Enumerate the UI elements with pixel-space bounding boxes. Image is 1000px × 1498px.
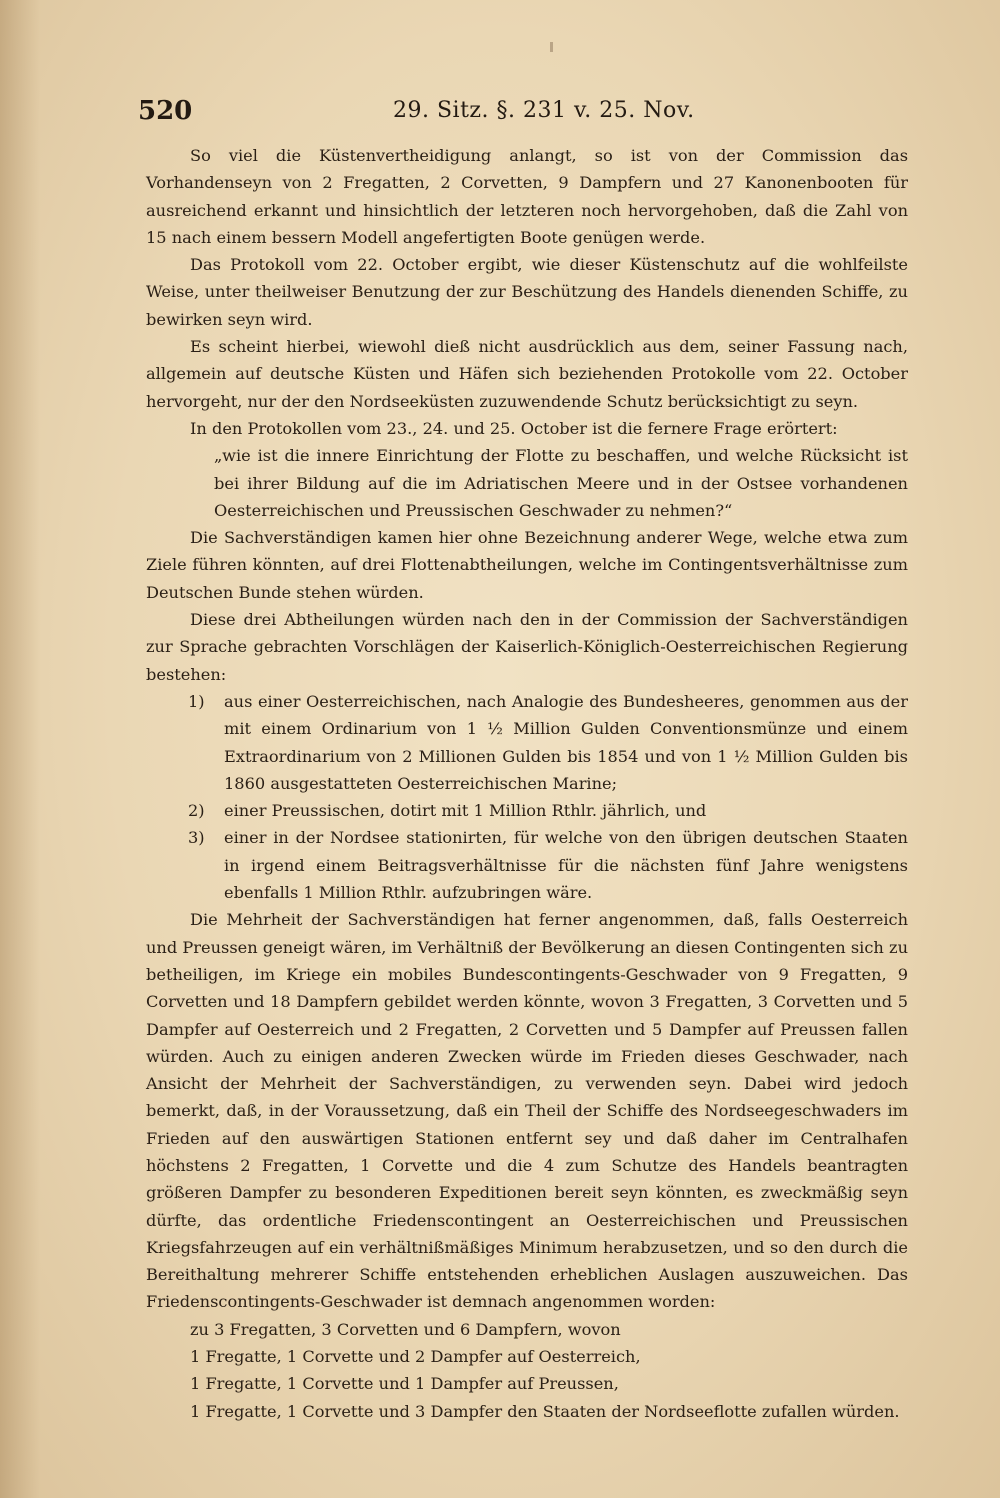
page-number: 520 — [138, 96, 193, 126]
list-number: 1) — [188, 691, 205, 711]
quoted-question: „wie ist die innere Einrichtung der Flotte zu beschaffen, und welche Rücksicht ist bei ihrer Bildung auf die im Adriatischen Meere und in der Ostsee vorhandenen Oesterreichischen und Preussischen Geschwader zu nehmen?“ — [214, 446, 908, 520]
list-number: 3) — [188, 828, 205, 848]
paragraph: Es scheint hierbei, wiewohl dieß nicht ausdrücklich aus dem, seiner Fassung nach, allgemein auf deutsche Küsten und Häfen sich beziehenden Protokolle vom 22. October hervorgeht, nur der den Nordseeküsten zuzuwendende Schutz berücksichtigt zu seyn. — [146, 337, 908, 411]
distribution-line: zu 3 Fregatten, 3 Corvetten und 6 Dampfern, wovon — [190, 1319, 621, 1339]
distribution-line: 1 Fregatte, 1 Corvette und 1 Dampfer auf Preussen, — [190, 1374, 619, 1394]
list-item — [146, 797, 908, 824]
page-header — [138, 96, 908, 130]
list-item — [146, 824, 908, 906]
list-item — [146, 688, 908, 797]
paragraph: Diese drei Abtheilungen würden nach den in der Commission der Sachverständigen zur Sprache gebrachten Vorschlägen der Kaiserlich-Königlich-Oesterreichischen Regierung bestehen: — [146, 610, 908, 684]
list-number: 2) — [188, 801, 205, 821]
paragraph: Die Sachverständigen kamen hier ohne Bezeichnung anderer Wege, welche etwa zum Ziele führen könnten, auf drei Flottenabtheilungen, welche im Contingentsverhältnisse zum Deutschen Bunde stehen würden. — [146, 528, 908, 602]
paragraph: Die Mehrheit der Sachverständigen hat ferner angenommen, daß, falls Oesterreich und Preussen geneigt wären, im Verhältniß der Bevölkerung an diesen Contingenten sich zu betheiligen, im Kriege ein mobiles Bundescontingents-Geschwader von 9 Fregatten, 9 Corvetten und 18 Dampfern gebildet werden könnte, wovon 3 Fregatten, 3 Corvetten und 5 Dampfer auf Oesterreich und 2 Fregatten, 2 Corvetten und 5 Dampfer auf Preussen fallen würden. Auch zu einigen anderen Zwecken würde im Frieden dieses Geschwader, nach Ansicht der Mehrheit der Sachverständigen, zu verwenden seyn. Dabei wird jedoch bemerkt, daß, in der Voraussetzung, daß ein Theil der Schiffe des Nordseegeschwaders im Frieden auf den auswärtigen Stationen entfernt sey und daß daher im Centralhafen höchstens 2 Fregatten, 1 Corvette und die 4 zum Schutze des Handels beantragten größeren Dampfer zu besonderen Expeditionen bereit seyn könnten, es zweckmäßig seyn dürfte, das ordentliche Friedenscontingent an Oesterreichischen und Preussischen Kriegsfahrzeugen auf ein verhältnißmäßiges Minimum herabzusetzen, und so den durch die Bereithaltung mehrerer Schiffe entstehenden erheblichen Auslagen auszuweichen. Das Friedenscontingents-Geschwader ist demnach angenommen worden: — [146, 910, 908, 1312]
distribution-list — [146, 1316, 908, 1425]
list-text: aus einer Oesterreichischen, nach Analogie des Bundesheeres, genommen aus der mit einem Ordinarium von 1 ½ Million Gulden Conventionsmünze und einem Extraordinarium von 2 Millionen Gulden bis 1854 und von 1 ½ Million Gulden bis 1860 ausgestatteten Oesterreichischen Marine; — [224, 691, 908, 793]
paragraph: In den Protokollen vom 23., 24. und 25. October ist die fernere Frage erörtert: — [190, 418, 838, 438]
paragraph: So viel die Küstenvertheidigung anlangt, so ist von der Commission das Vorhandenseyn von 2 Fregatten, 2 Corvetten, 9 Dampfern und 27 Kanonenbooten für ausreichend erkannt und hinsichtlich der letzteren noch hervorgehoben, daß die Zahl von 15 nach einem bessern Modell angefertigten Boote genügen werde. — [146, 146, 908, 247]
distribution-line: 1 Fregatte, 1 Corvette und 3 Dampfer den Staaten der Nordseeflotte zufallen würden. — [190, 1401, 900, 1421]
distribution-line: 1 Fregatte, 1 Corvette und 2 Dampfer auf Oesterreich, — [190, 1347, 641, 1367]
list-text: einer Preussischen, dotirt mit 1 Million Rthlr. jährlich, und — [224, 801, 707, 821]
paragraph: Das Protokoll vom 22. October ergibt, wie dieser Küstenschutz auf die wohlfeilste Weise, unter theilweiser Benutzung der zur Beschützung des Handels dienenden Schiffe, zu bewirken seyn wird. — [146, 255, 908, 329]
page-body — [146, 142, 908, 1425]
list-text: einer in der Nordsee stationirten, für welche von den übrigen deutschen Staaten in irgend einem Beitragsverhältnisse für die nächsten fünf Jahre wenigstens ebenfalls 1 Million Rthlr. aufzubringen wäre. — [224, 828, 908, 903]
running-head: 29. Sitz. §. 231 v. 25. Nov. — [393, 98, 695, 123]
spine-shadow — [0, 0, 40, 1498]
paper-speck — [550, 42, 553, 52]
